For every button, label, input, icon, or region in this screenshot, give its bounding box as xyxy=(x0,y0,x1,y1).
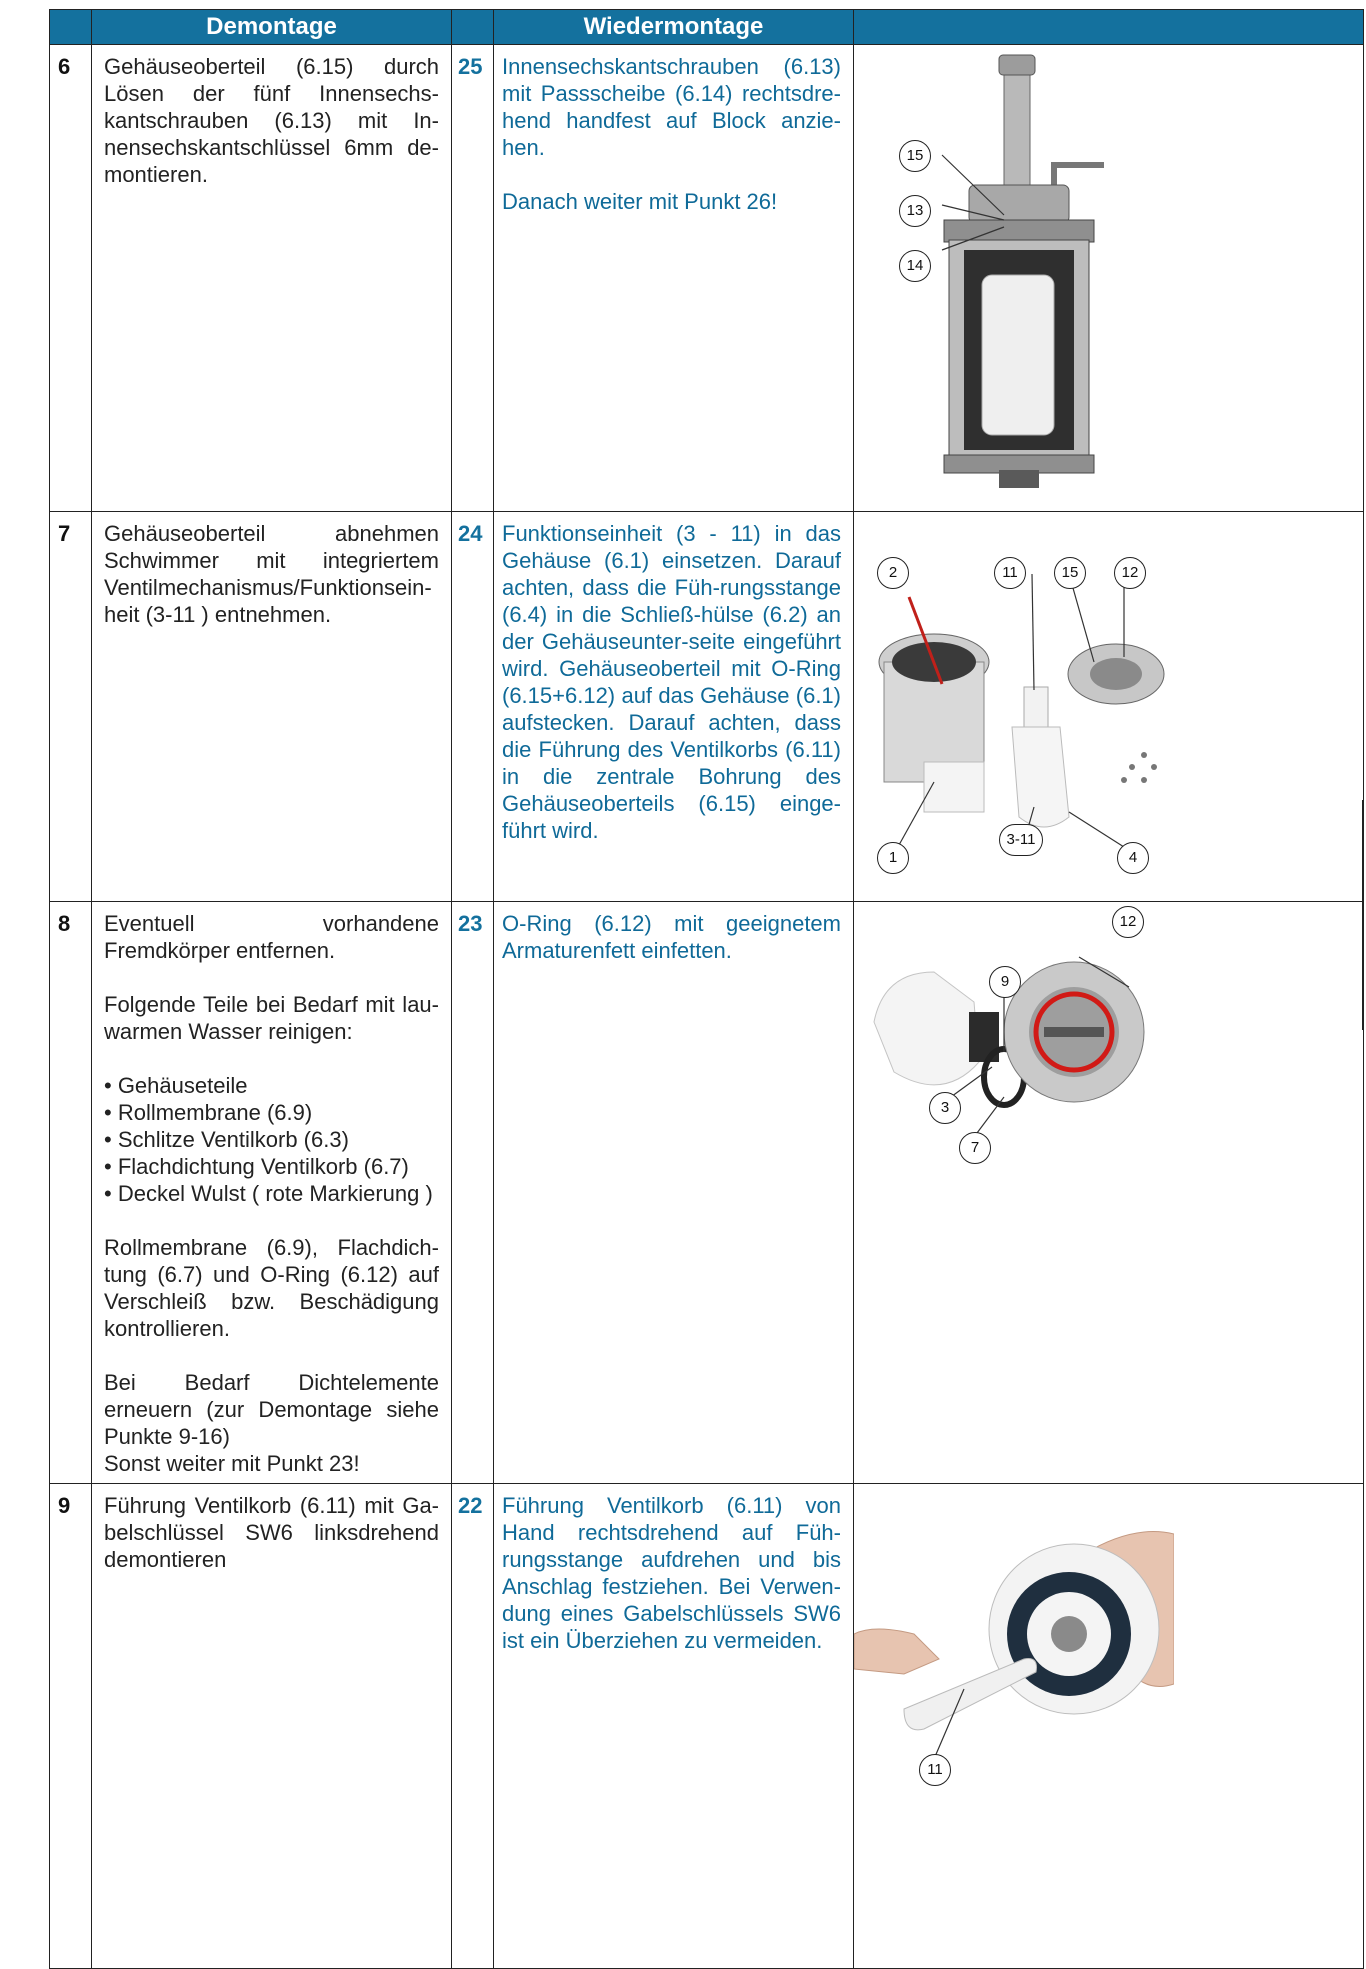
spacer xyxy=(104,1045,439,1072)
callout-label: 1 xyxy=(877,842,909,874)
callout-label: 4 xyxy=(1117,842,1149,874)
spacer xyxy=(502,161,841,188)
text-block: Eventuell vorhandene Fremdkörper entfernen. xyxy=(104,911,439,963)
instruction-table xyxy=(49,9,1364,1969)
text-block: Folgende Teile bei Bedarf mit lau-warmen Wasser reinigen: xyxy=(104,992,439,1044)
text-block: Gehäuseoberteil abnehmen Schwimmer mit integriertem Ventilmechanismus/Funktionsein-heit (3-11 ) entnehmen. xyxy=(104,521,439,627)
text-block: Bei Bedarf Dichtelemente erneuern (zur Demontage siehe Punkte 9-16) xyxy=(104,1370,439,1449)
list-item: • Rollmembrane (6.9) xyxy=(104,1100,313,1125)
photo-cell-oring xyxy=(854,902,1364,1484)
wiedermontage-text xyxy=(494,902,854,1484)
header-blank-1 xyxy=(50,10,92,45)
list-item: • Gehäuseteile xyxy=(104,1073,248,1098)
spacer xyxy=(104,964,439,991)
callout-label: 15 xyxy=(1054,557,1086,589)
callout-label: 7 xyxy=(959,1132,991,1164)
step-number: 7 xyxy=(50,512,92,902)
valve-photo xyxy=(854,1484,1174,1964)
text-block: Danach weiter mit Punkt 26! xyxy=(502,189,778,214)
table-row xyxy=(50,512,1364,902)
list-item: • Flachdichtung Ventilkorb (6.7) xyxy=(104,1154,409,1179)
spacer xyxy=(104,1207,439,1234)
table-header xyxy=(50,10,1364,45)
text-block: Sonst weiter mit Punkt 23! xyxy=(104,1451,360,1476)
wiedermontage-text xyxy=(494,512,854,902)
callout-label: 15 xyxy=(899,140,931,172)
photo-cell-housing xyxy=(854,45,1364,512)
reassembly-step-number: 23 xyxy=(452,902,494,1484)
table-row xyxy=(50,1484,1364,1969)
callout-label: 13 xyxy=(899,195,931,227)
wiedermontage-text xyxy=(494,1484,854,1969)
text-block: O-Ring (6.12) mit geeignetem Armaturenfett einfetten. xyxy=(502,911,841,963)
demontage-text xyxy=(92,902,452,1484)
spacer xyxy=(104,1342,439,1369)
demontage-text xyxy=(92,1484,452,1969)
demontage-text xyxy=(92,45,452,512)
header-blank-3 xyxy=(854,10,1364,45)
callout-label: 3 xyxy=(929,1092,961,1124)
text-block: Gehäuseoberteil (6.15) durch Lösen der fünf Innensechs-kantschrauben (6.13) mit In-nensechskantschlüssel 6mm de-montieren. xyxy=(104,54,439,187)
header-blank-2 xyxy=(452,10,494,45)
callout-label: 11 xyxy=(919,1754,951,1786)
header-wiedermontage: Wiedermontage xyxy=(494,10,854,45)
text-block: Innensechskantschrauben (6.13) mit Passscheibe (6.14) rechtsdre-hend handfest auf Block anzie-hen. xyxy=(502,54,841,160)
reassembly-step-number: 24 xyxy=(452,512,494,902)
callout-label: 14 xyxy=(899,250,931,282)
demontage-text xyxy=(92,512,452,902)
wiedermontage-text xyxy=(494,45,854,512)
step-number: 9 xyxy=(50,1484,92,1969)
reassembly-step-number: 22 xyxy=(452,1484,494,1969)
header-demontage: Demontage xyxy=(92,10,452,45)
callout-label: 12 xyxy=(1112,906,1144,938)
text-block: Führung Ventilkorb (6.11) von Hand rechtsdrehend auf Füh-rungsstange aufdrehen und bis Anschlag festziehen. Bei Verwen-dung eines Gabelschlüssels SW6 ist ein Überziehen zu vermeiden. xyxy=(502,1493,841,1653)
step-number: 6 xyxy=(50,45,92,512)
photo-cell-valve xyxy=(854,1484,1364,1969)
table-row xyxy=(50,902,1364,1484)
callout-label: 3-11 xyxy=(999,824,1043,856)
callout-label: 9 xyxy=(989,966,1021,998)
callout-label: 12 xyxy=(1114,557,1146,589)
table-row xyxy=(50,45,1364,512)
list-item: • Deckel Wulst ( rote Markierung ) xyxy=(104,1181,433,1206)
list-item: • Schlitze Ventilkorb (6.3) xyxy=(104,1127,349,1152)
text-block: Funktionseinheit (3 - 11) in das Gehäuse (6.1) einsetzen. Darauf achten, dass die Füh-rungsstange (6.4) in die Schließ-hülse (6.2) an der Gehäuseunter-seite eingeführt wird. Gehäuseoberteil mit O-Ring (6.15+6.12) auf das Gehäuse (6.1) aufstecken. Darauf achten, dass die Führung des Ventilkorbs (6.11) in die zentrale Bohrung des Gehäuseoberteils (6.15) einge-führt wird. xyxy=(502,521,841,843)
margin-rule xyxy=(1362,800,1364,1030)
text-block: Führung Ventilkorb (6.11) mit Ga-belschlüssel SW6 linksdrehend demontieren xyxy=(104,1493,439,1572)
photo-cell-parts xyxy=(854,512,1364,902)
reassembly-step-number: 25 xyxy=(452,45,494,512)
step-number: 8 xyxy=(50,902,92,1484)
callout-label: 2 xyxy=(877,557,909,589)
text-block: Rollmembrane (6.9), Flachdich-tung (6.7) und O-Ring (6.12) auf Verschleiß bzw. Beschädigung kontrollieren. xyxy=(104,1235,439,1341)
callout-label: 11 xyxy=(994,557,1026,589)
